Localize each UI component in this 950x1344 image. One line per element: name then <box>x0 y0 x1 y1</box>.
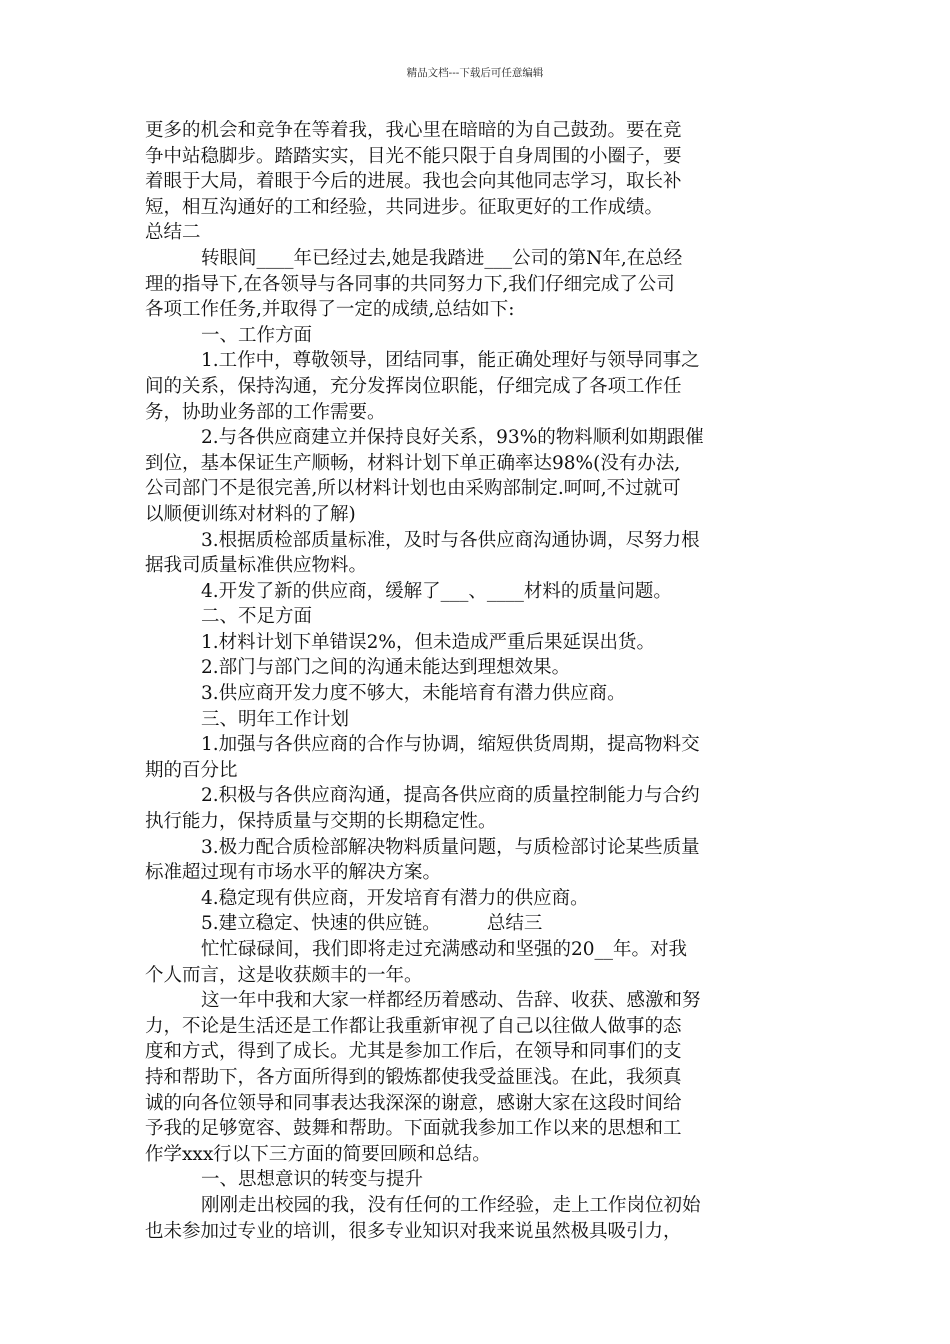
text-line: 忙忙碌碌间，我们即将走过充满感动和坚强的20__年。对我 <box>201 939 688 960</box>
text-line: 2.积极与各供应商沟通，提高各供应商的质量控制能力与合约 <box>201 785 700 807</box>
text-line: 3.极力配合质检部解决物料质量问题，与质检部讨论某些质量 <box>201 836 700 858</box>
text-line: 也未参加过专业的培训，很多专业知识对我来说虽然极具吸引力， <box>145 1220 682 1242</box>
text-line: 2.部门与部门之间的沟通未能达到理想效果。 <box>201 657 571 679</box>
text-line: 争中站稳脚步。踏踏实实，目光不能只限于自身周围的小圈子，要 <box>145 145 682 167</box>
text-line: 期的百分比 <box>145 759 238 781</box>
text-line: 据我司质量标准供应物料。 <box>145 555 368 577</box>
text-line: 三、明年工作计划 <box>201 708 350 730</box>
text-line: 力，不论是生活还是工作都让我重新审视了自己以往做人做事的态 <box>145 1015 682 1037</box>
text-line: 1.加强与各供应商的合作与协调，缩短供货周期，提高物料交 <box>201 734 700 756</box>
text-line: 到位，基本保证生产顺畅，材料计划下单正确率达98%(没有办法, <box>145 452 681 474</box>
text-line: 理的指导下,在各领导与各同事的共同努力下,我们仔细完成了公司 <box>145 273 675 295</box>
text-line: 着眼于大局，着眼于今后的进展。我也会向其他同志学习，取长补 <box>145 171 682 193</box>
text-line: 一、思想意识的转变与提升 <box>201 1169 424 1191</box>
text-line: 以顺便训练对材料的了解) <box>145 503 356 525</box>
text-line: 3.供应商开发力度不够大，未能培育有潜力供应商。 <box>201 683 626 705</box>
text-line: 作学xxx行以下三方面的简要回顾和总结。 <box>145 1143 491 1165</box>
text-line: 刚刚走出校园的我，没有任何的工作经验，走上工作岗位初始 <box>201 1194 701 1216</box>
text-line: 5.建立稳定、快速的供应链。 总结三 <box>201 913 543 935</box>
text-line: 3.根据质检部质量标准，及时与各供应商沟通协调，尽努力根 <box>201 529 700 551</box>
text-line: 这一年中我和大家一样都经历着感动、告辞、收获、感激和努 <box>201 990 701 1012</box>
page-header: 精品文档---下载后可任意编辑 <box>406 67 544 79</box>
document-body <box>145 118 815 1244</box>
text-line: 公司部门不是很完善,所以材料计划也由采购部制定.呵呵,不过就可 <box>145 478 681 500</box>
text-line: 各项工作任务,并取得了一定的成绩,总结如下: <box>145 299 515 321</box>
text-line: 1.材料计划下单错误2%，但未造成严重后果延误出货。 <box>201 631 656 653</box>
text-line: 一、工作方面 <box>201 324 313 346</box>
text-line: 务，协助业务部的工作需要。 <box>145 401 386 423</box>
text-line: 执行能力，保持质量与交期的长期稳定性。 <box>145 811 497 833</box>
text-line: 间的关系，保持沟通，充分发挥岗位职能，仔细完成了各项工作任 <box>145 375 682 397</box>
text-line: 标准超过现有市场水平的解决方案。 <box>145 862 442 884</box>
text-line: 1.工作中，尊敬领导，团结同事，能正确处理好与领导同事之 <box>201 350 700 372</box>
text-line: 短，相互沟通好的工和经验，共同进步。征取更好的工作成绩。 <box>145 196 664 218</box>
text-line: 予我的足够宽容、鼓舞和帮助。下面就我参加工作以来的思想和工 <box>145 1118 682 1140</box>
text-line: 转眼间____年已经过去,她是我踏进___公司的第N年,在总经 <box>201 247 683 269</box>
text-line: 持和帮助下，各方面所得到的锻炼都使我受益匪浅。在此，我须真 <box>145 1066 682 1088</box>
text-line: 诚的向各位领导和同事表达我深深的谢意，感谢大家在这段时间给 <box>145 1092 682 1114</box>
text-line: 2.与各供应商建立并保持良好关系，93%的物料顺利如期跟催 <box>201 427 704 449</box>
text-line: 更多的机会和竞争在等着我，我心里在暗暗的为自己鼓劲。要在竞 <box>145 120 682 141</box>
text-line: 个人而言，这是收获颇丰的一年。 <box>145 964 423 986</box>
text-line: 4.开发了新的供应商，缓解了___、____材料的质量问题。 <box>201 580 672 602</box>
text-line: 4.稳定现有供应商，开发培育有潜力的供应商。 <box>201 887 589 909</box>
text-line: 二、不足方面 <box>201 606 313 628</box>
text-line: 总结二 <box>145 222 201 244</box>
text-line: 度和方式，得到了成长。尤其是参加工作后，在领导和同事们的支 <box>145 1041 682 1063</box>
